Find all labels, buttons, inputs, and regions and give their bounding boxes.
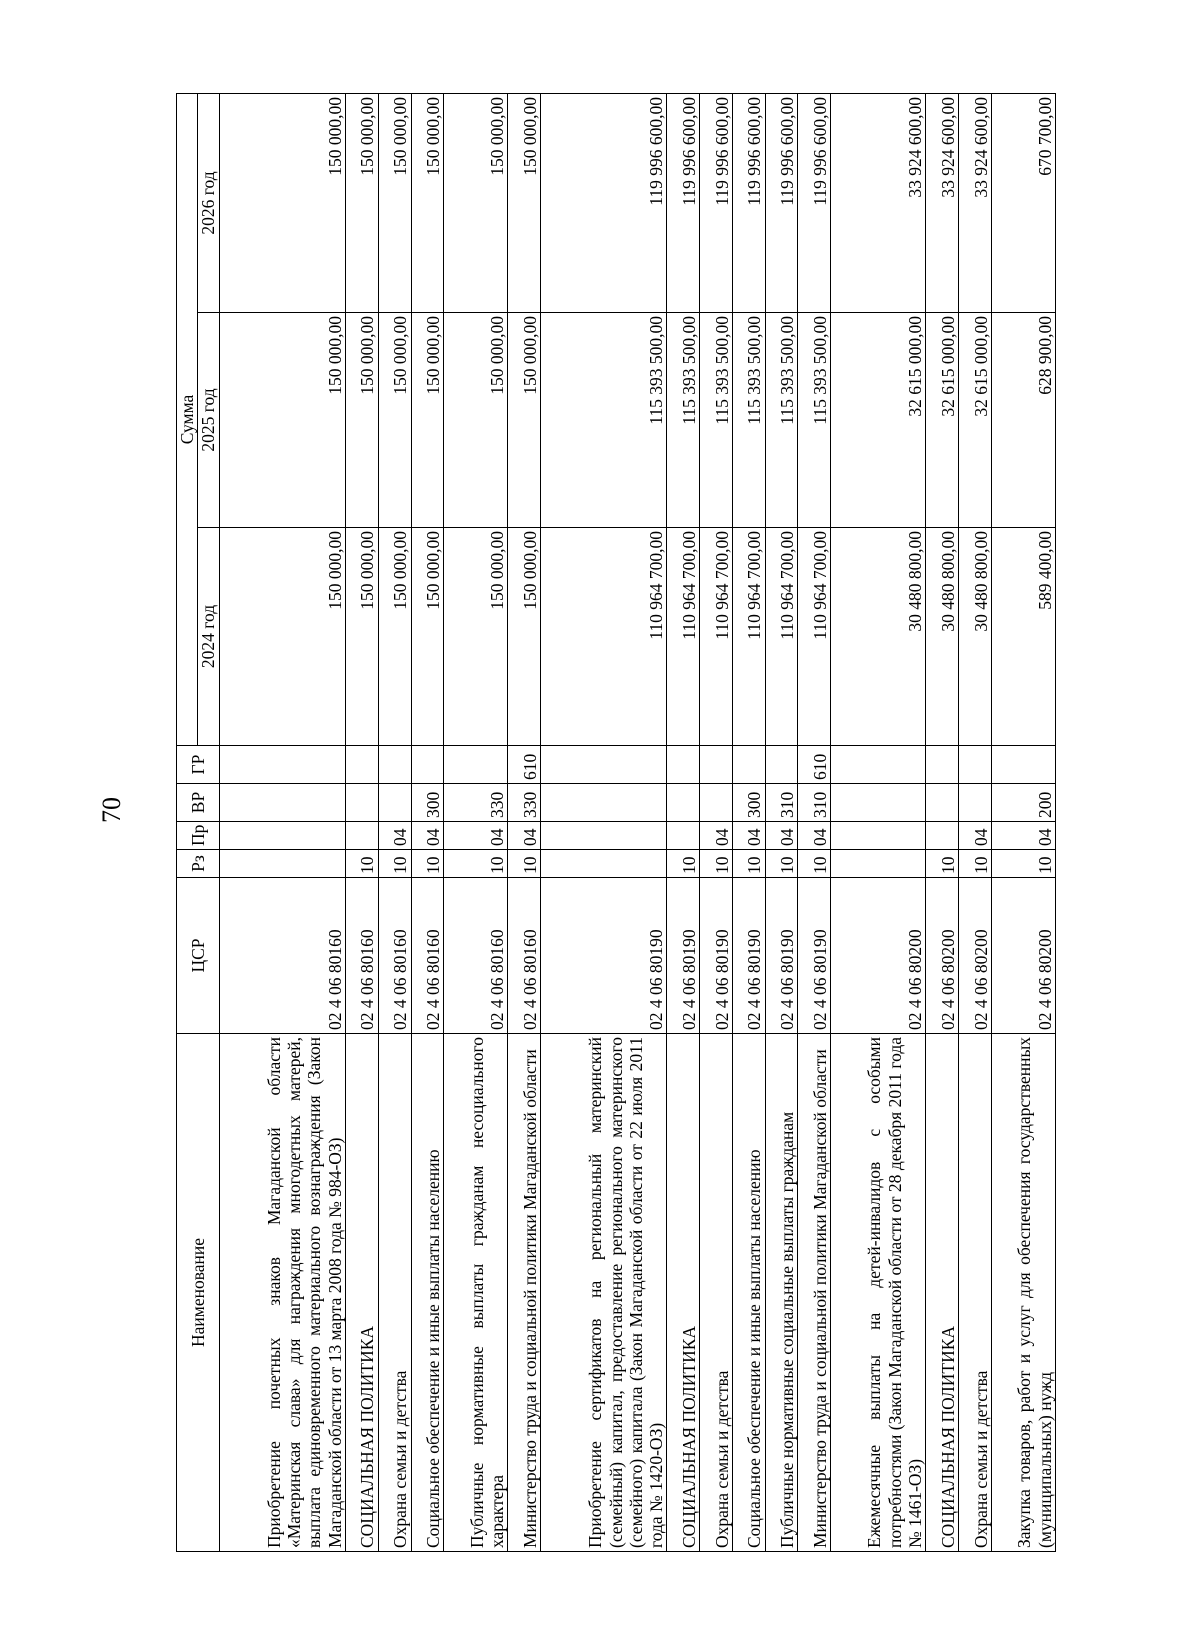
row-2026-cell: 119 996 600,00: [700, 93, 733, 312]
row-vr-cell: 310: [765, 784, 798, 822]
row-pr-cell: 04: [798, 822, 831, 850]
row-gr-cell: [378, 746, 411, 784]
row-pr-cell: 04: [765, 822, 798, 850]
row-pr-cell: 04: [378, 822, 411, 850]
header-2025: 2025 год: [198, 313, 219, 528]
row-2025-cell: 115 393 500,00: [540, 313, 666, 528]
row-2025-cell: 150 000,00: [378, 313, 411, 528]
row-rz-cell: 10: [798, 850, 831, 878]
row-vr-cell: 300: [732, 784, 765, 822]
row-rz-cell: 10: [667, 850, 700, 878]
table-row: [378, 93, 411, 1551]
row-rz-cell: 10: [411, 850, 444, 878]
row-pr-cell: 04: [732, 822, 765, 850]
row-pr-cell: [219, 822, 345, 850]
row-2026-cell: 670 700,00: [991, 93, 1055, 312]
row-gr-cell: [667, 746, 700, 784]
row-2024-cell: 150 000,00: [346, 528, 379, 746]
row-rz-cell: 10: [444, 850, 508, 878]
row-name-cell: СОЦИАЛЬНАЯ ПОЛИТИКА: [667, 1034, 700, 1552]
row-rz-cell: [540, 850, 666, 878]
row-2026-cell: 150 000,00: [508, 93, 541, 312]
row-pr-cell: [831, 822, 926, 850]
row-csr-cell: 02 4 06 80190: [732, 878, 765, 1034]
row-rz-cell: 10: [959, 850, 992, 878]
row-2026-cell: 150 000,00: [219, 93, 345, 312]
page-number: 70: [97, 797, 126, 823]
header-2024: 2024 год: [198, 528, 219, 746]
row-csr-cell: 02 4 06 80190: [700, 878, 733, 1034]
row-vr-cell: [540, 784, 666, 822]
row-2026-cell: 150 000,00: [346, 93, 379, 312]
row-name-cell: Охрана семьи и детства: [959, 1034, 992, 1552]
row-2024-cell: 589 400,00: [991, 528, 1055, 746]
row-name-cell: Социальное обеспечение и иные выплаты населению: [732, 1034, 765, 1552]
row-2025-cell: 150 000,00: [444, 313, 508, 528]
table-body: [219, 93, 1055, 1551]
row-name-cell: Приобретение сертификатов на региональный материнский (семейный) капитал, предоставление регионального материнского (семейного) капитала (Закон Магаданской области от 22 июля 2011 года № 1420-ОЗ): [540, 1034, 666, 1552]
row-csr-cell: 02 4 06 80190: [540, 878, 666, 1034]
row-2026-cell: 150 000,00: [378, 93, 411, 312]
row-gr-cell: [444, 746, 508, 784]
row-pr-cell: [540, 822, 666, 850]
table-row: [540, 93, 666, 1551]
header-gr: ГР: [177, 746, 220, 784]
row-2026-cell: 119 996 600,00: [798, 93, 831, 312]
table-row: [732, 93, 765, 1551]
header-name: Наименование: [177, 1034, 220, 1552]
row-rz-cell: 10: [991, 850, 1055, 878]
row-gr-cell: [991, 746, 1055, 784]
row-pr-cell: 04: [508, 822, 541, 850]
row-rz-cell: 10: [926, 850, 959, 878]
table-row: [765, 93, 798, 1551]
row-2026-cell: 33 924 600,00: [926, 93, 959, 312]
row-2025-cell: 115 393 500,00: [798, 313, 831, 528]
row-2025-cell: 150 000,00: [508, 313, 541, 528]
table-row: [700, 93, 733, 1551]
row-gr-cell: [540, 746, 666, 784]
table-row: [219, 93, 345, 1551]
row-pr-cell: 04: [959, 822, 992, 850]
budget-table: [176, 93, 1056, 1552]
row-gr-cell: [219, 746, 345, 784]
header-2026: 2026 год: [198, 93, 219, 312]
row-rz-cell: 10: [765, 850, 798, 878]
row-vr-cell: [831, 784, 926, 822]
row-rz-cell: 10: [732, 850, 765, 878]
row-vr-cell: 330: [444, 784, 508, 822]
row-vr-cell: 300: [411, 784, 444, 822]
table-row: [411, 93, 444, 1551]
row-gr-cell: [959, 746, 992, 784]
row-2025-cell: 150 000,00: [219, 313, 345, 528]
row-pr-cell: 04: [991, 822, 1055, 850]
row-csr-cell: 02 4 06 80200: [926, 878, 959, 1034]
row-csr-cell: 02 4 06 80190: [667, 878, 700, 1034]
row-gr-cell: [346, 746, 379, 784]
row-2025-cell: 115 393 500,00: [667, 313, 700, 528]
row-2025-cell: 32 615 000,00: [926, 313, 959, 528]
row-csr-cell: 02 4 06 80200: [959, 878, 992, 1034]
row-rz-cell: [831, 850, 926, 878]
row-2025-cell: 115 393 500,00: [700, 313, 733, 528]
row-gr-cell: 610: [798, 746, 831, 784]
row-pr-cell: 04: [411, 822, 444, 850]
header-csr: ЦСР: [177, 878, 220, 1034]
row-vr-cell: 310: [798, 784, 831, 822]
row-2024-cell: 150 000,00: [378, 528, 411, 746]
row-name-cell: Публичные нормативные социальные выплаты гражданам: [765, 1034, 798, 1552]
row-name-cell: Министерство труда и социальной политики Магаданской области: [508, 1034, 541, 1552]
row-2024-cell: 30 480 800,00: [959, 528, 992, 746]
row-2026-cell: 150 000,00: [444, 93, 508, 312]
row-gr-cell: [411, 746, 444, 784]
row-name-cell: Приобретение почетных знаков Магаданской области «Материнская слава» для награждения многодетных матерей, выплата единовременного материального вознаграждения (Закон Магаданской области от 13 марта 2008 года № 984-ОЗ): [219, 1034, 345, 1552]
row-2026-cell: 150 000,00: [411, 93, 444, 312]
table-row: [508, 93, 541, 1551]
row-rz-cell: 10: [508, 850, 541, 878]
row-gr-cell: [765, 746, 798, 784]
row-pr-cell: [346, 822, 379, 850]
row-name-cell: Закупка товаров, работ и услуг для обеспечения государственных (муниципальных) нужд: [991, 1034, 1055, 1552]
row-name-cell: Министерство труда и социальной политики Магаданской области: [798, 1034, 831, 1552]
row-name-cell: СОЦИАЛЬНАЯ ПОЛИТИКА: [926, 1034, 959, 1552]
row-2024-cell: 110 964 700,00: [667, 528, 700, 746]
row-name-cell: СОЦИАЛЬНАЯ ПОЛИТИКА: [346, 1034, 379, 1552]
row-2024-cell: 150 000,00: [219, 528, 345, 746]
row-gr-cell: [831, 746, 926, 784]
row-2024-cell: 150 000,00: [508, 528, 541, 746]
table-row: [444, 93, 508, 1551]
row-vr-cell: [346, 784, 379, 822]
row-pr-cell: 04: [444, 822, 508, 850]
row-gr-cell: [732, 746, 765, 784]
row-gr-cell: [700, 746, 733, 784]
row-pr-cell: [667, 822, 700, 850]
row-csr-cell: 02 4 06 80200: [831, 878, 926, 1034]
row-vr-cell: [219, 784, 345, 822]
row-2025-cell: 115 393 500,00: [765, 313, 798, 528]
row-vr-cell: [959, 784, 992, 822]
row-2025-cell: 150 000,00: [411, 313, 444, 528]
row-2024-cell: 30 480 800,00: [926, 528, 959, 746]
row-2024-cell: 110 964 700,00: [732, 528, 765, 746]
row-gr-cell: [926, 746, 959, 784]
row-2026-cell: 119 996 600,00: [540, 93, 666, 312]
table-row: [991, 93, 1055, 1551]
row-gr-cell: 610: [508, 746, 541, 784]
row-name-cell: Ежемесячные выплаты на детей-инвалидов с особыми потребностями (Закон Магаданской области от 28 декабря 2011 года № 1461-ОЗ): [831, 1034, 926, 1552]
row-csr-cell: 02 4 06 80160: [444, 878, 508, 1034]
row-csr-cell: 02 4 06 80160: [378, 878, 411, 1034]
row-rz-cell: [219, 850, 345, 878]
row-2024-cell: 30 480 800,00: [831, 528, 926, 746]
row-2026-cell: 119 996 600,00: [732, 93, 765, 312]
row-2026-cell: 119 996 600,00: [667, 93, 700, 312]
row-vr-cell: [700, 784, 733, 822]
row-2024-cell: 150 000,00: [411, 528, 444, 746]
rotated-table-container: [176, 94, 1056, 1552]
row-name-cell: Охрана семьи и детства: [378, 1034, 411, 1552]
row-2025-cell: 32 615 000,00: [831, 313, 926, 528]
row-csr-cell: 02 4 06 80160: [411, 878, 444, 1034]
table-row: [831, 93, 926, 1551]
table-row: [346, 93, 379, 1551]
row-vr-cell: 200: [991, 784, 1055, 822]
header-sum: Сумма: [177, 93, 198, 745]
table-row: [667, 93, 700, 1551]
row-2026-cell: 33 924 600,00: [831, 93, 926, 312]
row-pr-cell: 04: [700, 822, 733, 850]
header-vr: ВР: [177, 784, 220, 822]
table-row: [798, 93, 831, 1551]
row-csr-cell: 02 4 06 80200: [991, 878, 1055, 1034]
row-2025-cell: 115 393 500,00: [732, 313, 765, 528]
row-2025-cell: 150 000,00: [346, 313, 379, 528]
row-2024-cell: 150 000,00: [444, 528, 508, 746]
row-vr-cell: 330: [508, 784, 541, 822]
row-2024-cell: 110 964 700,00: [540, 528, 666, 746]
row-csr-cell: 02 4 06 80190: [765, 878, 798, 1034]
row-2025-cell: 32 615 000,00: [959, 313, 992, 528]
row-csr-cell: 02 4 06 80160: [219, 878, 345, 1034]
row-name-cell: Социальное обеспечение и иные выплаты населению: [411, 1034, 444, 1552]
row-rz-cell: 10: [700, 850, 733, 878]
row-name-cell: Публичные нормативные выплаты гражданам несоциального характера: [444, 1034, 508, 1552]
row-pr-cell: [926, 822, 959, 850]
row-vr-cell: [926, 784, 959, 822]
row-csr-cell: 02 4 06 80190: [798, 878, 831, 1034]
header-pr: Пр: [177, 822, 220, 850]
row-vr-cell: [667, 784, 700, 822]
row-rz-cell: 10: [378, 850, 411, 878]
header-row-1: [177, 93, 198, 1551]
row-2026-cell: 33 924 600,00: [959, 93, 992, 312]
row-2026-cell: 119 996 600,00: [765, 93, 798, 312]
row-2024-cell: 110 964 700,00: [700, 528, 733, 746]
row-rz-cell: 10: [346, 850, 379, 878]
row-name-cell: Охрана семьи и детства: [700, 1034, 733, 1552]
row-2024-cell: 110 964 700,00: [798, 528, 831, 746]
table-row: [959, 93, 992, 1551]
row-vr-cell: [378, 784, 411, 822]
table-row: [926, 93, 959, 1551]
row-csr-cell: 02 4 06 80160: [346, 878, 379, 1034]
row-2025-cell: 628 900,00: [991, 313, 1055, 528]
row-2024-cell: 110 964 700,00: [765, 528, 798, 746]
header-rz: Рз: [177, 850, 220, 878]
row-csr-cell: 02 4 06 80160: [508, 878, 541, 1034]
